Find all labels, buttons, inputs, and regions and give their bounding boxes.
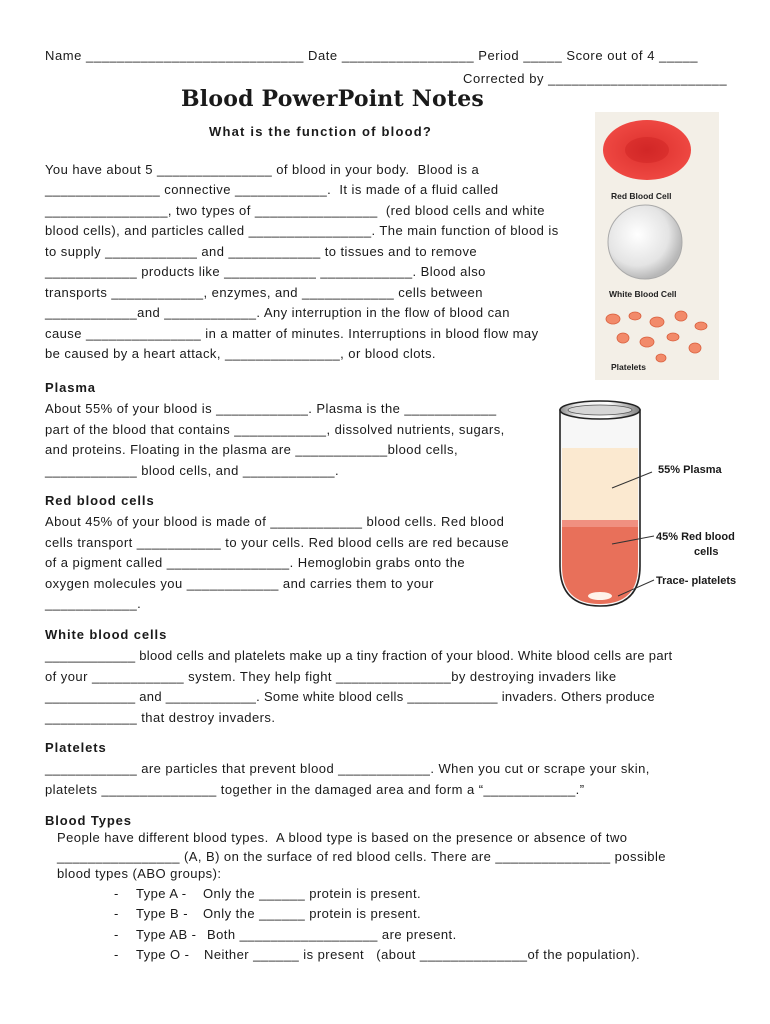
intro-line: _______________ connective ____________. It is made of a fluid called xyxy=(45,182,499,197)
plasma-percent-label: 55% Plasma xyxy=(658,464,722,476)
intro-line: ____________and ____________. Any interruption in the flow of blood can xyxy=(45,305,510,320)
white-cells-line: ____________ that destroy invaders. xyxy=(45,710,276,725)
intro-line: You have about 5 _______________ of blood in your body. Blood is a xyxy=(45,162,480,177)
blood-type-label: Type B - xyxy=(136,906,189,921)
plasma-line: and proteins. Floating in the plasma are ____________blood cells, xyxy=(45,442,459,457)
blood-type-label: Type O - xyxy=(136,947,190,962)
plasma-line: part of the blood that contains ____________, dissolved nutrients, sugars, xyxy=(45,422,505,437)
red-cells-line: About 45% of your blood is made of ____________ blood cells. Red blood xyxy=(45,514,505,529)
white-cells-line: ____________ blood cells and platelets make up a tiny fraction of your blood. White blood cells are part xyxy=(45,648,673,663)
white-cells-line: of your ____________ system. They help fight _______________by destroying invaders like xyxy=(45,669,617,684)
blood-type-text: Only the ______ protein is present. xyxy=(203,906,422,921)
blood-types-line: ________________ (A, B) on the surface of red blood cells. There are _______________ possible xyxy=(57,849,666,864)
plasma-layer xyxy=(562,448,638,520)
blood-type-bullet: - xyxy=(114,947,119,962)
red-blood-cell-label: Red Blood Cell xyxy=(611,191,672,201)
platelets-line: platelets _______________ together in the damaged area and form a “____________.” xyxy=(45,782,585,797)
blood-type-text: Neither ______ is present (about ______________of the population). xyxy=(204,947,641,962)
intro-line: cause _______________ in a matter of minutes. Interruptions in blood flow may xyxy=(45,326,539,341)
blood-type-text: Both __________________ are present. xyxy=(207,927,457,942)
white-blood-cell-label: White Blood Cell xyxy=(609,289,677,299)
platelets-line: ____________ are particles that prevent blood ____________. When you cut or scrape your skin, xyxy=(45,761,650,776)
plasma-heading: Plasma xyxy=(45,380,96,395)
platelets-label: Platelets xyxy=(611,362,646,372)
intro-line: ____________ products like ____________ ____________. Blood also xyxy=(45,264,486,279)
blood-type-bullet: - xyxy=(114,886,119,901)
header-line: Name ____________________________ Date _________________ Period _____ Score out of 4 _____ xyxy=(45,48,699,63)
blood-type-bullet: - xyxy=(114,927,119,942)
red-cell-layer xyxy=(562,520,638,604)
test-tube-figure xyxy=(548,396,748,618)
red-cells-line: oxygen molecules you ____________ and carries them to your xyxy=(45,576,434,591)
blood-types-line: blood types (ABO groups): xyxy=(57,866,222,881)
intro-line: to supply ____________ and ____________ to tissues and to remove xyxy=(45,244,478,259)
blood-type-label: Type A - xyxy=(136,886,187,901)
platelets-heading: Platelets xyxy=(45,740,107,755)
red-cells-heading: Red blood cells xyxy=(45,493,155,508)
plasma-line: ____________ blood cells, and ____________. xyxy=(45,463,340,478)
corrected-by: Corrected by _______________________ xyxy=(463,71,728,86)
blood-cells-figure xyxy=(595,112,719,380)
blood-types-heading: Blood Types xyxy=(45,813,132,828)
blood-types-line: People have different blood types. A blood type is based on the presence or absence of two xyxy=(57,830,628,845)
red-cells-percent-label-2: cells xyxy=(694,546,719,558)
intro-line: blood cells), and particles called ________________. The main function of blood is xyxy=(45,223,559,238)
blood-type-bullet: - xyxy=(114,906,119,921)
red-cells-line: of a pigment called ________________. Hemoglobin grabs onto the xyxy=(45,555,466,570)
intro-line: be caused by a heart attack, _______________, or blood clots. xyxy=(45,346,436,361)
function-question: What is the function of blood? xyxy=(209,124,433,139)
plasma-line: About 55% of your blood is ____________. Plasma is the ____________ xyxy=(45,401,497,416)
white-cells-line: ____________ and ____________. Some white blood cells ____________ invaders. Others produce xyxy=(45,689,655,704)
blood-type-text: Only the ______ protein is present. xyxy=(203,886,422,901)
platelets-trace-label: Trace- platelets xyxy=(656,575,737,587)
intro-line: ________________, two types of ________________ (red blood cells and white xyxy=(45,203,545,218)
red-cells-line: cells transport ___________ to your cells. Red blood cells are red because xyxy=(45,535,510,550)
blood-cells-illustration xyxy=(595,112,719,380)
red-cells-line: ____________. xyxy=(45,596,142,611)
red-cells-percent-label: 45% Red blood xyxy=(656,531,735,543)
intro-line: transports ____________, enzymes, and ____________ cells between xyxy=(45,285,483,300)
platelet-shapes xyxy=(606,311,707,362)
white-cells-heading: White blood cells xyxy=(45,627,168,642)
white-blood-cell-shape xyxy=(608,205,682,279)
blood-type-label: Type AB - xyxy=(136,927,197,942)
page-title: Blood PowerPoint Notes xyxy=(181,86,485,112)
platelet-layer xyxy=(588,592,612,600)
